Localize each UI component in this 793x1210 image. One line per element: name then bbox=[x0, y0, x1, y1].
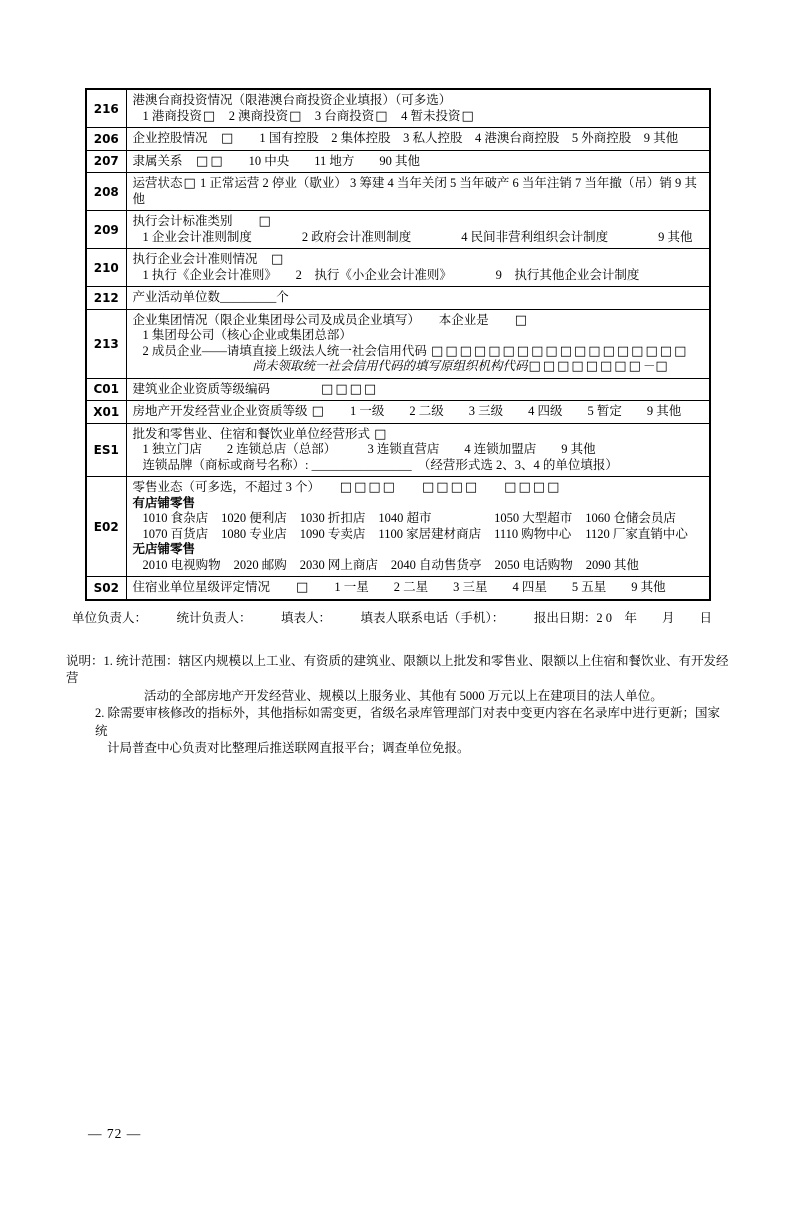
page-number: — 72 — bbox=[88, 1126, 142, 1141]
checkbox[interactable]: □ bbox=[311, 404, 324, 419]
checkbox[interactable]: □ bbox=[674, 343, 687, 359]
form-line: 有店铺零售 bbox=[132, 495, 196, 510]
page bbox=[0, 88, 793, 1210]
option-item: 2050 电话购物 bbox=[494, 557, 573, 572]
checkbox[interactable]: □ bbox=[375, 108, 388, 124]
checkbox[interactable]: □ bbox=[421, 480, 435, 495]
checkbox[interactable]: □ bbox=[436, 480, 449, 495]
checkbox[interactable]: □ bbox=[382, 480, 395, 495]
checkbox[interactable]: □ bbox=[545, 343, 558, 359]
signature-row bbox=[72, 610, 712, 627]
checkbox[interactable]: □ bbox=[614, 359, 627, 374]
form-row-X01 bbox=[86, 401, 710, 424]
checkbox[interactable]: □ bbox=[488, 343, 501, 359]
row-content bbox=[126, 401, 710, 424]
row-code: ES1 bbox=[86, 423, 126, 477]
option-item: 1050 大型超市 bbox=[494, 511, 573, 525]
checkbox[interactable]: □ bbox=[518, 480, 531, 495]
form-line: 1 执行《企业会计准则》 2 执行《小企业会计准则》 9 执行其他企业会计制度 bbox=[142, 267, 640, 282]
row-content bbox=[126, 477, 710, 577]
form-line: 港澳台商投资情况（限港澳台商投资企业填报）（可多选） bbox=[132, 93, 452, 107]
row-content bbox=[126, 150, 710, 173]
form-row-ES1 bbox=[86, 423, 710, 477]
form-line: 执行会计标准类别 □ bbox=[132, 214, 271, 229]
form-row-C01 bbox=[86, 378, 710, 401]
checkbox[interactable]: □ bbox=[445, 343, 458, 359]
checkbox[interactable]: □ bbox=[645, 343, 658, 359]
row-content bbox=[126, 423, 710, 477]
unit-head-label: 单位负责人： bbox=[72, 610, 148, 625]
fill-in-blank[interactable]: _________ bbox=[220, 290, 277, 304]
checkbox[interactable]: □ bbox=[655, 359, 668, 374]
note-line: 2. 除需要审核修改的指标外，其他指标如需变更，省级名录库管理部门对表中变更内容在名录库中进行更新；国家统 bbox=[95, 706, 721, 738]
survey-table-body bbox=[86, 89, 710, 600]
checkbox[interactable]: □ bbox=[559, 343, 572, 359]
checkbox[interactable]: □ bbox=[461, 108, 474, 124]
checkbox[interactable]: □ bbox=[588, 343, 601, 359]
row-code: 212 bbox=[86, 287, 126, 310]
form-line: 住宿业单位星级评定情况 □ 1 一星 2 二星 3 三星 4 四星 5 五星 9 其他 bbox=[132, 580, 666, 595]
checkbox[interactable]: □ bbox=[431, 343, 444, 359]
row-code: 206 bbox=[86, 128, 126, 151]
row-content bbox=[126, 577, 710, 600]
form-line: 无店铺零售 bbox=[132, 542, 196, 556]
form-line: 批发和零售业、住宿和餐饮业单位经营形式 □ bbox=[132, 426, 387, 442]
checkbox[interactable]: □ bbox=[659, 343, 673, 359]
fill-in-blank[interactable]: ________________ bbox=[311, 457, 412, 472]
form-line: 1 港商投资□ 2 澳商投资□ 3 台商投资□ 4 暂未投资□ bbox=[142, 108, 474, 124]
option-item: 2040 自动售货亭 bbox=[390, 557, 482, 572]
checkbox[interactable]: □ bbox=[202, 108, 216, 124]
form-line: 1 集团母公司（核心企业或集团总部） bbox=[142, 328, 352, 342]
row-code: C01 bbox=[86, 378, 126, 401]
row-content bbox=[126, 89, 710, 128]
row-code: 216 bbox=[86, 89, 126, 128]
checkbox[interactable]: □ bbox=[368, 480, 381, 495]
checkbox[interactable]: □ bbox=[502, 343, 515, 359]
row-code: 213 bbox=[86, 309, 126, 378]
option-item: 2020 邮购 bbox=[233, 557, 287, 572]
option-item: 1100 家居建材商店 bbox=[378, 526, 482, 541]
row-content bbox=[126, 309, 710, 378]
checkbox[interactable]: □ bbox=[183, 176, 196, 191]
row-code: X01 bbox=[86, 401, 126, 424]
survey-table bbox=[85, 88, 711, 601]
checkbox[interactable]: □ bbox=[531, 343, 544, 359]
row-content bbox=[126, 173, 710, 211]
row-content bbox=[126, 287, 710, 310]
checkbox[interactable]: □ bbox=[631, 343, 644, 359]
form-line: 企业集团情况（限企业集团母公司及成员企业填写） 本企业是 □ bbox=[132, 312, 528, 328]
checkbox[interactable]: □ bbox=[516, 343, 530, 359]
checkbox[interactable]: □ bbox=[221, 131, 234, 146]
report-date-label: 报出日期：2 0 年 月 日 bbox=[533, 610, 712, 625]
note-line: 活动的全部房地产开发经营业、规模以上服务业、其他有 5000 万元以上在建项目的法人单位。 bbox=[144, 688, 663, 703]
form-line: 尚未领取统一社会信用代码的填写原组织机构代码□ □ □ □ □ □ □ □－□ bbox=[252, 359, 668, 374]
checkbox[interactable]: □ bbox=[557, 359, 570, 374]
option-item: 2090 其他 bbox=[585, 557, 639, 572]
checkbox[interactable]: □ bbox=[532, 480, 546, 495]
form-row-212 bbox=[86, 287, 710, 310]
row-content bbox=[126, 378, 710, 401]
checkbox[interactable]: □ bbox=[335, 381, 348, 397]
form-row-208 bbox=[86, 173, 710, 211]
form-row-S02 bbox=[86, 577, 710, 600]
form-line: 房地产开发经营业企业资质等级 □ 1 一级 2 二级 3 三级 4 四级 5 暂定 9 其他 bbox=[132, 404, 682, 419]
checkbox[interactable]: □ bbox=[271, 252, 284, 267]
option-item: 1020 便利店 bbox=[221, 511, 287, 525]
option-item: 1030 折扣店 bbox=[299, 511, 366, 525]
row-content bbox=[126, 249, 710, 287]
checkbox[interactable]: □ bbox=[573, 343, 587, 359]
checkbox[interactable]: □ bbox=[542, 359, 556, 374]
checkbox[interactable]: □ bbox=[628, 359, 641, 374]
notes bbox=[66, 653, 730, 758]
checkbox[interactable]: □ bbox=[363, 381, 377, 397]
row-content bbox=[126, 128, 710, 151]
option-item: 2010 电视购物 bbox=[142, 557, 221, 572]
form-line: 建筑业企业资质等级编码 □ □ □ □ bbox=[132, 381, 377, 397]
form-line: 运营状态□ 1 正常运营 2 停业（歇业） 3 筹建 4 当年关闭 5 当年破产 6 当年注销 7 当年撤（吊）销 9 其他 bbox=[132, 176, 697, 206]
option-item: 1060 仓储会员店 bbox=[585, 511, 676, 525]
option-columns bbox=[133, 511, 688, 542]
checkbox[interactable]: □ bbox=[571, 359, 584, 374]
checkbox[interactable]: □ bbox=[528, 359, 541, 374]
checkbox[interactable]: □ bbox=[504, 480, 517, 495]
checkbox[interactable]: □ bbox=[602, 343, 615, 359]
option-item: 2030 网上商店 bbox=[299, 557, 378, 572]
checkbox[interactable]: □ bbox=[464, 480, 478, 495]
checkbox[interactable]: □ bbox=[339, 480, 353, 495]
checkbox[interactable]: □ bbox=[473, 343, 487, 359]
checkbox[interactable]: □ bbox=[600, 359, 613, 374]
form-line: 零售业态（可多选，不超过 3 个） □ □ □ □ □ □ □ □ □ □ □ □ bbox=[132, 480, 560, 495]
form-line: 1 独立门店 2 连锁总店（总部） 3 连锁直营店 4 连锁加盟店 9 其他 bbox=[142, 442, 596, 456]
stats-head-label: 统计负责人： bbox=[176, 610, 252, 625]
row-code: E02 bbox=[86, 477, 126, 577]
note-line: 说明：1. 统计范围：辖区内规模以上工业、有资质的建筑业、限额以上批发和零售业、限额以上住宿和餐饮业、有开发经营 bbox=[66, 653, 729, 685]
checkbox[interactable]: □ bbox=[547, 480, 560, 495]
form-line: 企业控股情况 □ 1 国有控股 2 集体控股 3 私人控股 4 港澳台商控股 5 外商控股 9 其他 bbox=[132, 131, 679, 146]
option-item: 1080 专业店 bbox=[221, 526, 287, 541]
checkbox[interactable]: □ bbox=[616, 343, 630, 359]
checkbox[interactable]: □ bbox=[354, 480, 367, 495]
form-row-210 bbox=[86, 249, 710, 287]
checkbox[interactable]: □ bbox=[459, 343, 472, 359]
checkbox[interactable]: □ bbox=[210, 153, 223, 169]
option-item: 1010 食杂店 bbox=[142, 511, 209, 525]
form-line: 产业活动单位数_________个 bbox=[132, 290, 289, 304]
checkbox[interactable]: □ bbox=[321, 381, 334, 397]
checkbox[interactable]: □ bbox=[450, 480, 463, 495]
form-line: 1 企业会计准则制度 2 政府会计准则制度 4 民间非营利组织会计制度 9 其他 bbox=[142, 229, 693, 244]
checkbox[interactable]: □ bbox=[258, 214, 271, 229]
option-item: 1120 厂家直销中心 bbox=[585, 526, 688, 541]
form-line: 执行企业会计准则情况 □ bbox=[132, 252, 284, 267]
form-row-207 bbox=[86, 150, 710, 173]
option-item: 1090 专卖店 bbox=[299, 526, 366, 541]
checkbox[interactable]: □ bbox=[349, 381, 362, 397]
form-line: 隶属关系 □ □ 10 中央 11 地方 90 其他 bbox=[132, 153, 421, 169]
row-code: S02 bbox=[86, 577, 126, 600]
option-item: 1070 百货店 bbox=[142, 526, 209, 541]
row-code: 208 bbox=[86, 173, 126, 211]
row-content bbox=[126, 211, 710, 249]
form-row-206 bbox=[86, 128, 710, 151]
checkbox[interactable]: □ bbox=[296, 580, 309, 595]
form-line: 连锁品牌（商标或商号名称）: ________________ （经营形式选 2、3、4 的单位填报） bbox=[142, 457, 618, 472]
preparer-label: 填表人： bbox=[281, 610, 332, 625]
form-line: 2 成员企业——请填直接上级法人统一社会信用代码 □ □ □ □ □ □ □ □ □ □ □ □ □ □ □ □ □ □ bbox=[142, 343, 687, 359]
form-row-213 bbox=[86, 309, 710, 378]
checkbox[interactable]: □ bbox=[514, 312, 528, 328]
form-row-209 bbox=[86, 211, 710, 249]
option-item: 1110 购物中心 bbox=[494, 526, 572, 541]
checkbox[interactable]: □ bbox=[289, 108, 302, 124]
checkbox[interactable]: □ bbox=[374, 426, 387, 442]
phone-label: 填表人联系电话（手机）： bbox=[360, 610, 505, 625]
form-row-E02 bbox=[86, 477, 710, 577]
row-code: 209 bbox=[86, 211, 126, 249]
checkbox[interactable]: □ bbox=[196, 153, 209, 169]
row-code: 207 bbox=[86, 150, 126, 173]
option-item: 1040 超市 bbox=[378, 511, 432, 525]
row-code: 210 bbox=[86, 249, 126, 287]
note-line: 计局普查中心负责对比整理后推送联网直报平台；调查单位免报。 bbox=[107, 741, 470, 755]
form-row-216 bbox=[86, 89, 710, 128]
option-columns bbox=[133, 558, 639, 574]
checkbox[interactable]: □ bbox=[585, 359, 598, 374]
